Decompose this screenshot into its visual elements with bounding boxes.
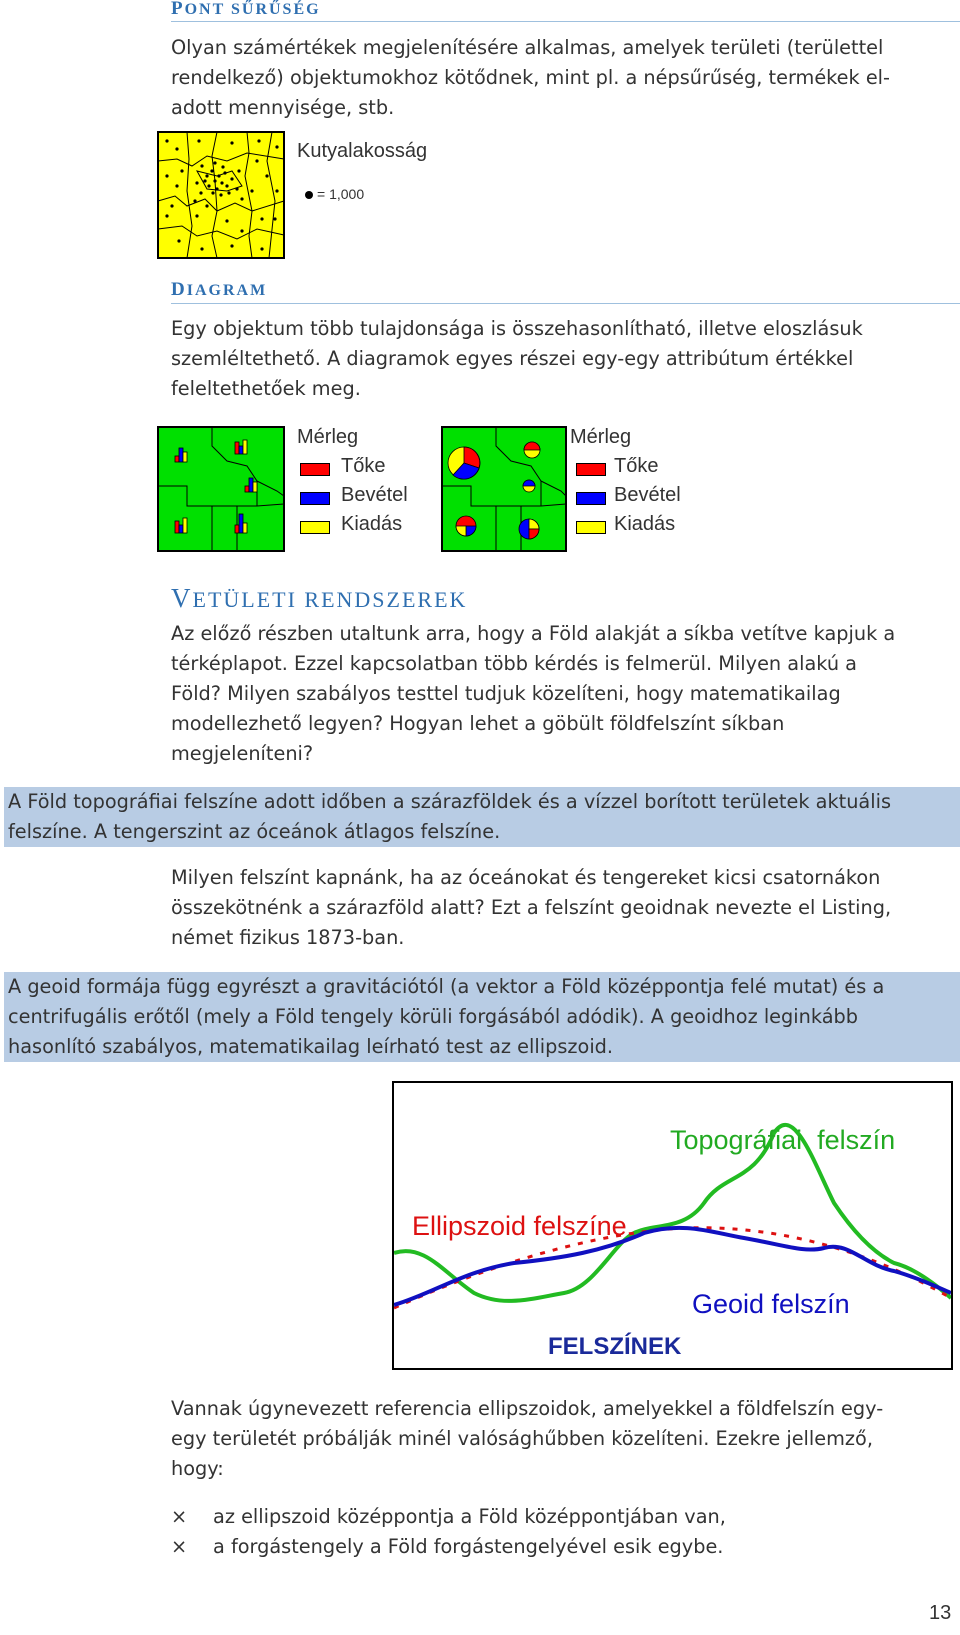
text-line: centrifugális erőtől (mely a Föld tengely körüli forgásából adódik). A geoidhoz leginkább [8, 1005, 858, 1028]
list-item-text: az ellipszoid középpontja a Föld középpontjában van, [213, 1505, 726, 1528]
vetuleti-paragraph [171, 619, 951, 769]
pont-paragraph [171, 33, 951, 123]
text-line: modellezhető legyen? Hogyan lehet a göbült földfelszínt síkban [171, 712, 785, 735]
topographic-surface-label: Topográfiai felszín [670, 1125, 896, 1155]
text-line: szemléltethető. A diagramok egyes részei egy-egy attribútum értékkel [171, 347, 854, 370]
legend-item-kiadas: Kiadás [614, 513, 676, 535]
heading-rest: IAGRAM [186, 282, 268, 299]
legend-swatch-kiadas [576, 521, 606, 534]
heading-rest: ONT SŰRŰSÉG [184, 1, 321, 18]
bullet-list [171, 1502, 726, 1562]
heading-initial: V [171, 583, 193, 613]
text-line: egy területét próbálják minél valósághűbben közelíteni. Ezekre jellemző, [171, 1427, 873, 1450]
heading-initial: P [171, 0, 185, 19]
heading-rule [171, 303, 960, 304]
page-number: 13 [929, 1602, 952, 1624]
text-line: feleltethetőek meg. [171, 377, 361, 400]
map-legend [305, 186, 364, 202]
map-legend-text: = 1,000 [317, 186, 365, 202]
heading-rule [171, 21, 960, 22]
ellipsoid-surface-label: Ellipszoid felszíne [412, 1211, 627, 1241]
bar-diagram-map [157, 426, 285, 552]
legend-item-bevetel: Bevétel [341, 484, 408, 506]
reference-ellipsoid-paragraph [171, 1394, 951, 1484]
text-line: Az előző részben utaltunk arra, hogy a Föld alakját a síkba vetítve kapjuk a [171, 622, 896, 645]
legend-item-kiadas: Kiadás [341, 513, 403, 535]
heading-rest: ETÜLETI RENDSZEREK [192, 587, 468, 612]
text-line: felszíne. A tengerszint az óceánok átlagos felszíne. [8, 820, 501, 843]
section-heading-pont-surusег [171, 0, 321, 20]
text-line: hasonlító szabályos, matematikailag leírható test az ellipszoid. [8, 1035, 614, 1058]
text-line: Olyan számértékek megjelenítésére alkalmas, amelyek területi (területtel [171, 36, 884, 59]
section-heading-diagram [171, 279, 267, 301]
text-line: Egy objektum több tulajdonsága is összehasonlítható, illetve eloszlásuk [171, 317, 863, 340]
surfaces-figure [392, 1081, 953, 1370]
legend-swatch-toke [576, 463, 606, 476]
text-line: térképlapot. Ezzel kapcsolatban több kérdés is felmerül. Milyen alakú a [171, 652, 857, 675]
section-heading-vetuleti [171, 583, 467, 614]
legend-title: Mérleg [297, 426, 359, 448]
list-item-text: a forgástengely a Föld forgástengelyével esik egybe. [213, 1535, 724, 1558]
legend-item-toke: Tőke [341, 455, 386, 477]
legend-item-bevetel: Bevétel [614, 484, 681, 506]
text-line: német fizikus 1873-ban. [171, 926, 405, 949]
text-line: Föld? Milyen szabályos testtel tudjuk közelíteni, hogy matematikailag [171, 682, 841, 705]
dot-density-map [157, 131, 285, 259]
diagram-paragraph [171, 314, 951, 404]
text-line: hogy: [171, 1457, 224, 1480]
text-line: A geoid formája függ egyrészt a gravitációtól (a vektor a Föld középpontja felé mutat) és a [8, 975, 885, 998]
pie-diagram-map [441, 426, 567, 552]
legend-swatch-bevetel [300, 492, 330, 505]
heading-initial: D [171, 279, 187, 300]
cross-bullet-icon: × [171, 1505, 188, 1528]
legend-swatch-kiadas [300, 521, 330, 534]
figure-title: FELSZÍNEK [548, 1333, 682, 1360]
legend-item-toke: Tőke [614, 455, 659, 477]
geoid-paragraph [171, 863, 951, 953]
text-line: összekötnénk a szárazföld alatt? Ezt a felszínt geoidnak nevezte el Listing, [171, 896, 892, 919]
legend-swatch-toke [300, 463, 330, 476]
cross-bullet-icon: × [171, 1535, 188, 1558]
legend-title: Mérleg [570, 426, 632, 448]
text-line: Milyen felszínt kapnánk, ha az óceánokat és tengereket kicsi csatornákon [171, 866, 881, 889]
list-item [171, 1502, 726, 1532]
highlight-box [4, 787, 960, 847]
map-title: Kutyalakosság [297, 140, 428, 162]
list-item [171, 1532, 726, 1562]
dot-symbol-icon [305, 191, 313, 199]
text-line: megjeleníteni? [171, 742, 314, 765]
geoid-surface-label: Geoid felszín [692, 1289, 850, 1319]
highlight-box [4, 972, 960, 1062]
legend-swatch-bevetel [576, 492, 606, 505]
text-line: A Föld topográfiai felszíne adott időben a szárazföldek és a vízzel borított területek aktuális [8, 790, 891, 813]
text-line: adott mennyisége, stb. [171, 96, 395, 119]
text-line: rendelkező) objektumokhoz kötődnek, mint pl. a népsűrűség, termékek el- [171, 66, 890, 89]
text-line: Vannak úgynevezett referencia ellipszoidok, amelyekkel a földfelszín egy- [171, 1397, 884, 1420]
